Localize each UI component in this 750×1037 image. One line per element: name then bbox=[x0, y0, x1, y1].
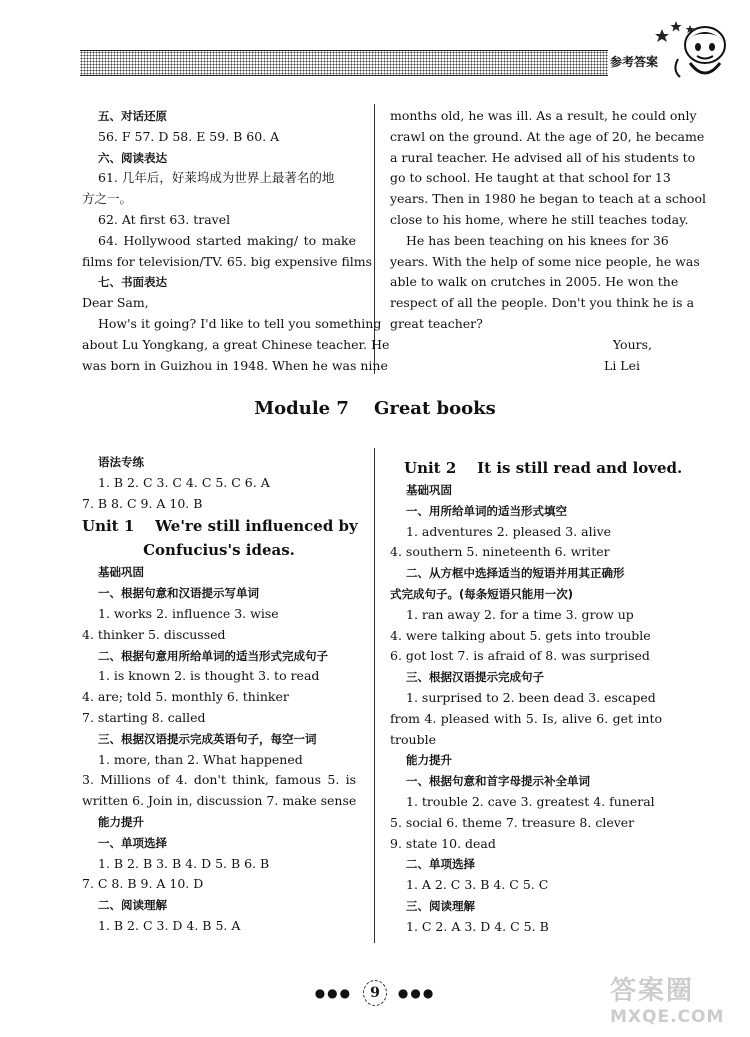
top-right-line: He has been teaching on his knees for 36 bbox=[406, 232, 669, 248]
top-right-line: months old, he was ill. As a result, he could only bbox=[390, 108, 697, 123]
top-right-line: close to his home, where he still teaches today. bbox=[390, 211, 689, 227]
unit2-line: trouble bbox=[390, 731, 436, 747]
top-left-line: about Lu Yongkang, a great Chinese teacher. He bbox=[82, 336, 390, 352]
unit2-line: 1. ran away 2. for a time 3. grow up bbox=[406, 606, 634, 622]
unit1-line: 二、阅读理解 bbox=[98, 898, 167, 913]
unit2-column bbox=[390, 456, 683, 938]
top-right-line: go to school. He taught at that school for 13 bbox=[390, 170, 671, 186]
unit2-line: 4. southern 5. nineteenth 6. writer bbox=[390, 544, 610, 560]
top-right-line: a rural teacher. He advised all of his students to bbox=[390, 149, 696, 165]
unit2-line: 1. C 2. A 3. D 4. C 5. B bbox=[406, 918, 549, 934]
unit2-line: from 4. pleased with 5. Is, alive 6. get into bbox=[390, 710, 662, 726]
unit1-line: 1. is known 2. is thought 3. to read bbox=[98, 668, 320, 684]
unit1-line: 三、根据汉语提示完成英语句子，每空一词 bbox=[98, 731, 317, 746]
top-left-line: 61. 几年后，好莱坞成为世界上最著名的地 bbox=[98, 170, 335, 186]
unit2-line: 能力提升 bbox=[406, 753, 452, 768]
unit2-line: 5. social 6. theme 7. treasure 8. clever bbox=[390, 814, 635, 830]
unit2-line: 1. surprised to 2. been dead 3. escaped bbox=[406, 689, 656, 705]
page-number-value: 9 bbox=[363, 980, 387, 1006]
top-left-line: 方之一。 bbox=[82, 191, 133, 207]
signoff-name: Li Lei bbox=[604, 357, 640, 373]
top-left-line: 五、对话还原 bbox=[98, 109, 167, 123]
top-right-line: able to walk on crutches in 2005. He won the bbox=[390, 274, 679, 290]
header-label: 参考答案 bbox=[610, 55, 659, 69]
unit1-line: 1. works 2. influence 3. wise bbox=[98, 605, 279, 621]
unit1-line: 7. starting 8. called bbox=[82, 709, 206, 725]
top-right-line: great teacher? bbox=[390, 315, 483, 331]
unit1-line: 1. B 2. C 3. D 4. B 5. A bbox=[98, 917, 241, 933]
top-left-line: 七、书面表达 bbox=[98, 275, 167, 290]
unit2-line: 1. trouble 2. cave 3. greatest 4. funeral bbox=[406, 793, 655, 809]
top-left-column bbox=[82, 106, 390, 376]
grammar-practice-line: 1. B 2. C 3. C 4. C 5. C 6. A bbox=[98, 474, 270, 490]
grammar-practice-line: 语法专练 bbox=[98, 455, 144, 469]
unit1-title-line1: Unit 1 We're still influenced by bbox=[82, 517, 358, 536]
unit1-line: 能力提升 bbox=[98, 814, 144, 829]
unit2-line: 基础巩固 bbox=[406, 483, 452, 497]
top-right-line: respect of all the people. Don't you think he is a bbox=[390, 295, 695, 311]
unit2-line: 9. state 10. dead bbox=[390, 835, 496, 851]
column-divider-top bbox=[374, 104, 375, 374]
unit1-line: 一、根据句意和汉语提示写单词 bbox=[98, 586, 259, 601]
top-left-line: films for television/TV. 65. big expensive films bbox=[82, 253, 373, 269]
top-left-line: How's it going? I'd like to tell you something bbox=[98, 315, 382, 331]
unit2-line: 4. were talking about 5. gets into trouble bbox=[390, 627, 651, 643]
unit1-line: 基础巩固 bbox=[98, 565, 144, 580]
top-right-line: years. With the help of some nice people, he was bbox=[390, 253, 700, 269]
unit1-line: 1. more, than 2. What happened bbox=[98, 751, 303, 767]
dots-left-icon: ●●● bbox=[314, 986, 353, 1000]
unit2-line: 6. got lost 7. is afraid of 8. was surprised bbox=[390, 648, 650, 664]
header-band bbox=[80, 50, 608, 76]
unit1-line: 二、根据句意用所给单词的适当形式完成句子 bbox=[98, 648, 328, 663]
unit2-line: 一、用所给单词的适当形式填空 bbox=[406, 503, 567, 518]
top-right-line: years. Then in 1980 he began to teach at a school bbox=[390, 191, 706, 207]
unit1-line: 4. thinker 5. discussed bbox=[82, 626, 226, 642]
top-left-line: was born in Guizhou in 1948. When he was nine bbox=[82, 357, 388, 373]
top-left-line: 56. F 57. D 58. E 59. B 60. A bbox=[98, 128, 280, 144]
unit1-line: 3. Millions of 4. don't think, famous 5. is bbox=[82, 772, 356, 788]
signoff-yours: Yours, bbox=[612, 336, 652, 352]
unit1-line: 1. B 2. B 3. B 4. D 5. B 6. B bbox=[98, 855, 270, 871]
mascot-icon bbox=[650, 15, 740, 85]
unit1-line: 一、单项选择 bbox=[98, 835, 167, 850]
top-right-line: crawl on the ground. At the age of 20, he became bbox=[390, 128, 705, 144]
unit2-line: 三、根据汉语提示完成句子 bbox=[406, 670, 544, 685]
top-left-line: Dear Sam, bbox=[82, 295, 149, 311]
unit1-line: 7. C 8. B 9. A 10. D bbox=[82, 876, 204, 892]
top-right-column bbox=[390, 106, 706, 376]
unit1-title-line2: Confucius's ideas. bbox=[143, 541, 295, 560]
watermark-text-1: 答案圈 bbox=[610, 976, 695, 1006]
grammar-practice-line: 7. B 8. C 9. A 10. B bbox=[82, 495, 203, 511]
top-left-line: 64. Hollywood started making/ to make bbox=[98, 232, 356, 248]
unit1-line: written 6. Join in, discussion 7. make sense bbox=[82, 793, 357, 809]
unit2-line: 1. A 2. C 3. B 4. C 5. C bbox=[406, 877, 549, 893]
top-left-line: 62. At first 63. travel bbox=[98, 211, 231, 227]
module-title: Module 7 Great books bbox=[254, 398, 496, 419]
watermark-text-2: MXQE.COM bbox=[610, 1007, 725, 1027]
unit2-line: 二、单项选择 bbox=[406, 857, 475, 872]
column-divider-bottom bbox=[374, 448, 375, 943]
unit1-line: 4. are; told 5. monthly 6. thinker bbox=[82, 689, 289, 705]
unit2-line: 一、根据句意和首字母提示补全单词 bbox=[406, 774, 590, 789]
unit2-line: 二、从方框中选择适当的短语并用其正确形 bbox=[406, 566, 625, 581]
unit1-column bbox=[82, 452, 356, 937]
watermark-logo bbox=[610, 970, 740, 1030]
unit2-title: Unit 2 It is still read and loved. bbox=[404, 459, 683, 477]
unit2-line: 三、阅读理解 bbox=[406, 898, 475, 913]
top-left-line: 六、阅读表达 bbox=[98, 150, 167, 165]
dots-right-icon: ●●● bbox=[397, 986, 436, 1000]
unit2-line: 1. adventures 2. pleased 3. alive bbox=[406, 523, 612, 539]
unit2-line: 式完成句子。(每条短语只能用一次) bbox=[390, 586, 574, 601]
